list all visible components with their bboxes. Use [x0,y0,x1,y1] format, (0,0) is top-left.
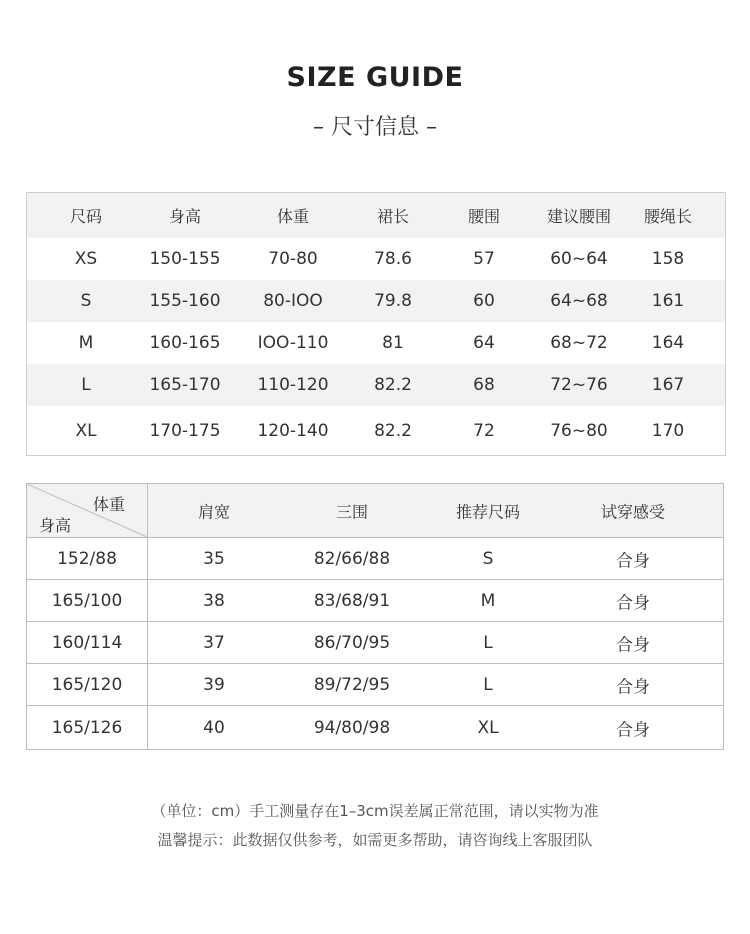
column-header: 腰围 [467,207,500,226]
table-cell: L [81,375,91,395]
measurement-note: （单位：cm）手工测量存在1–3cm误差属正常范围，请以实物为准 [151,802,599,820]
table-row [27,406,725,455]
fit-table-header [27,484,723,538]
table-cell: 37 [203,632,225,653]
table-row [27,322,725,364]
table-cell: M [480,590,496,611]
table-cell: 64 [473,333,495,353]
table-cell: 合身 [616,551,650,571]
table-cell: L [483,674,493,695]
table-cell: 167 [651,375,685,395]
table-cell: 60~64 [550,249,608,269]
table-cell: 68~72 [550,333,608,353]
table-cell: 合身 [616,677,650,697]
size-table [26,192,726,456]
table-cell: 79.8 [374,291,412,311]
table-cell: 165/120 [51,674,123,695]
table-cell: 165-170 [149,375,221,395]
table-cell: S [80,291,92,311]
table-cell: 160/114 [51,632,123,653]
table-cell: 76~80 [550,420,608,441]
table-cell: 165/126 [51,717,123,738]
table-row [27,280,725,322]
table-cell: 38 [203,590,225,611]
column-divider [147,484,148,749]
column-header: 尺码 [69,207,102,226]
table-cell: XS [74,249,98,269]
table-cell: 78.6 [374,249,412,269]
table-cell: 合身 [616,720,650,740]
table-cell: 40 [203,717,225,738]
table-cell: 82.2 [374,420,412,441]
column-header: 身高 [168,207,201,226]
fit-table [26,483,724,750]
column-header: 推荐尺码 [455,502,520,521]
table-cell: 72~76 [550,375,608,395]
table-row [27,622,723,664]
table-cell: 161 [651,291,685,311]
table-cell: 160-165 [149,333,221,353]
column-header: 肩宽 [197,502,230,521]
table-cell: 70-80 [268,249,318,269]
table-cell: L [483,632,493,653]
table-cell: 60 [473,291,495,311]
table-cell: M [78,333,94,353]
table-cell: 81 [382,333,404,353]
table-cell: 170-175 [149,420,221,441]
corner-header-height: 身高 [39,516,72,535]
table-row [27,538,723,580]
column-header: 体重 [276,207,309,226]
table-cell: XL [477,717,499,738]
corner-header-weight: 体重 [93,495,126,514]
table-cell: 164 [651,333,685,353]
table-cell: 158 [651,249,685,269]
table-row [27,706,723,749]
column-header: 建议腰围 [546,207,611,226]
table-row [27,580,723,622]
table-row [27,364,725,406]
table-cell: 152/88 [57,548,117,569]
table-row [27,664,723,706]
column-header: 裙长 [376,207,409,226]
table-cell: 35 [203,548,225,569]
page-title: SIZE GUIDE [286,62,464,93]
table-row [27,238,725,280]
table-cell: 150-155 [149,249,221,269]
table-cell: 170 [651,420,685,441]
table-cell: 155-160 [149,291,221,311]
reference-note: 温馨提示：此数据仅供参考，如需更多帮助，请咨询线上客服团队 [157,831,593,849]
table-cell: 89/72/95 [313,674,391,695]
table-cell: 110-120 [257,375,329,395]
table-cell: 80-IOO [263,291,323,311]
table-cell: 82.2 [374,375,412,395]
table-cell: 86/70/95 [313,632,391,653]
table-cell: 72 [473,420,495,441]
table-cell: 120-140 [257,420,329,441]
table-cell: 94/80/98 [313,717,391,738]
table-cell: 合身 [616,593,650,613]
column-header: 腰绳长 [643,207,692,226]
table-cell: 57 [473,249,495,269]
table-cell: 83/68/91 [313,590,391,611]
size-table-header [27,193,725,238]
table-cell: 39 [203,674,225,695]
table-cell: IOO-110 [257,333,329,353]
column-header: 三围 [335,502,368,521]
page-subtitle: – 尺寸信息 – [313,115,437,140]
table-cell: 82/66/88 [313,548,391,569]
table-cell: 64~68 [550,291,608,311]
table-cell: S [482,548,494,569]
column-header: 试穿感受 [600,502,665,521]
table-cell: 合身 [616,635,650,655]
table-cell: 68 [473,375,495,395]
table-cell: XL [75,420,97,441]
table-cell: 165/100 [51,590,123,611]
